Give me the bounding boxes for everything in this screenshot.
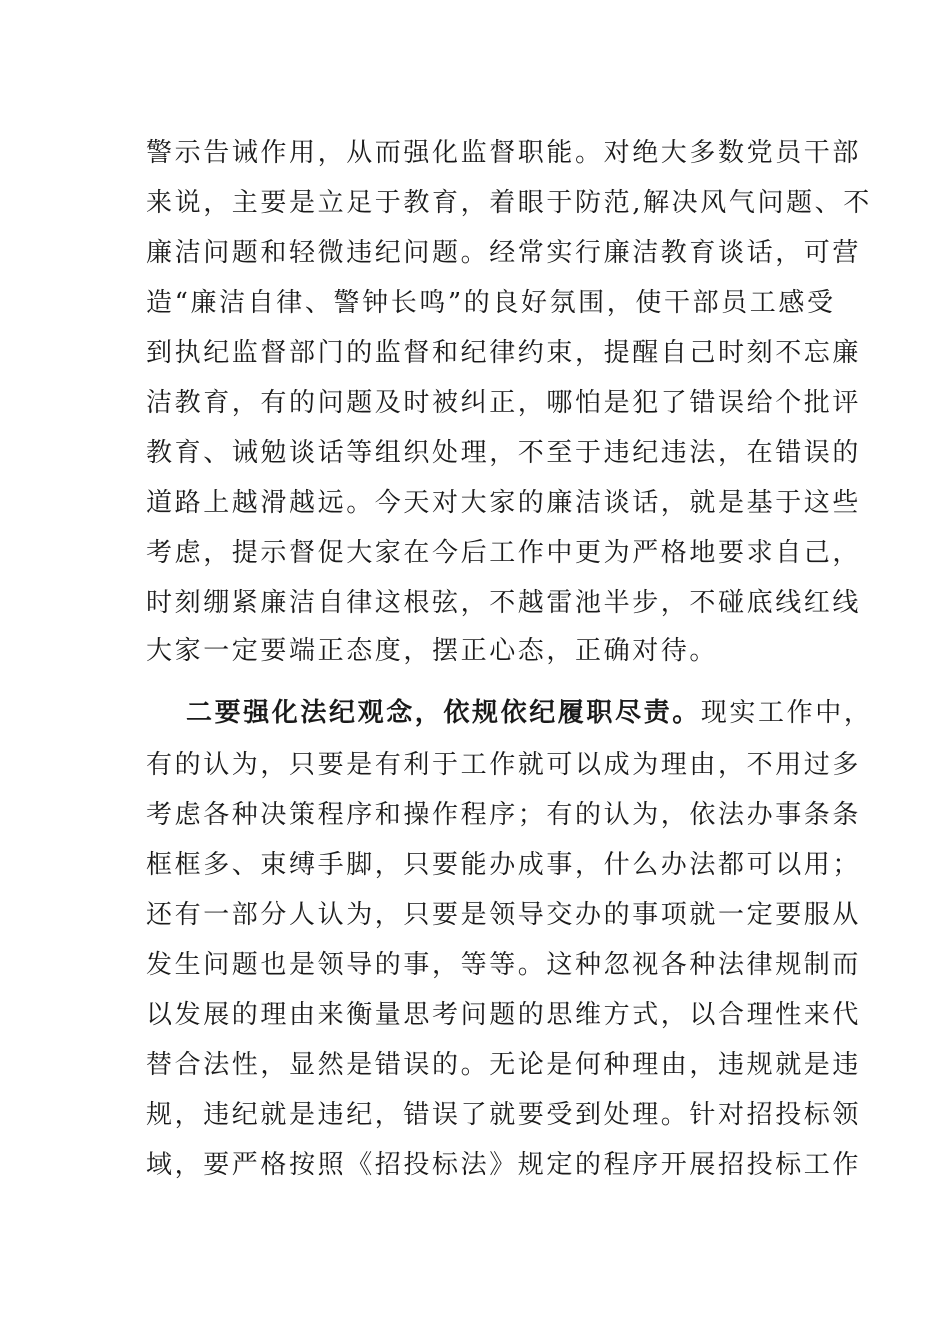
paragraph-2-first-line-rest: 现实工作中， [700,698,873,728]
paragraph-2-line-4: 框框多、束缚手脚，只要能办成事，什么办法都可以用； [146,850,862,880]
paragraph-1-line-7: 教育、诫勉谈话等组织处理，不至于违纪违法，在错误的 [146,438,862,468]
paragraph-1-line-3: 廉洁问题和轻微违纪问题。经常实行廉洁教育谈话，可营 [146,238,862,268]
paragraph-2-line-7: 以发展的理由来衡量思考问题的思维方式，以合理性来代 [146,1000,862,1030]
paragraph-2-line-10: 域，要严格按照《招投标法》规定的程序开展招投标工作 [146,1150,862,1180]
paragraph-2-line-5: 还有一部分人认为，只要是领导交办的事项就一定要服从 [146,900,862,930]
paragraph-1-line-2: 来说，主要是立足于教育，着眼于防范,解决风气问题、不 [146,188,872,218]
paragraph-1-line-9: 考虑，提示督促大家在今后工作中更为严格地要求自己， [146,538,862,568]
paragraph-1-line-11: 大家一定要端正态度，摆正心态，正确对待。 [146,636,719,666]
paragraph-1-line-10: 时刻绷紧廉洁自律这根弦，不越雷池半步，不碰底线红线 [146,588,862,618]
paragraph-1-line-8: 道路上越滑越远。今天对大家的廉洁谈话，就是基于这些 [146,488,862,518]
paragraph-2-line-2: 有的认为，只要是有利于工作就可以成为理由，不用过多 [146,750,862,780]
paragraph-1-line-1: 警示告诫作用，从而强化监督职能。对绝大多数党员干部 [146,138,862,168]
paragraph-2-line-8: 替合法性，显然是错误的。无论是何种理由，违规就是违 [146,1050,862,1080]
paragraph-2-line-3: 考虑各种决策程序和操作程序；有的认为，依法办事条条 [146,800,862,830]
paragraph-2-line-6: 发生问题也是领导的事，等等。这种忽视各种法律规制而 [146,950,862,980]
paragraph-2-heading: 二要强化法纪观念，依规依纪履职尽责。 [186,698,701,728]
paragraph-1-line-5: 到执纪监督部门的监督和纪律约束，提醒自己时刻不忘廉 [146,338,862,368]
paragraph-2-first-line [186,688,873,738]
paragraph-2-line-9: 规，违纪就是违纪，错误了就要受到处理。针对招投标领 [146,1100,862,1130]
paragraph-1-line-4: 造“廉洁自律、警钟长鸣”的良好氛围，使干部员工感受 [146,288,836,318]
paragraph-1-line-6: 洁教育，有的问题及时被纠正，哪怕是犯了错误给个批评 [146,388,862,418]
